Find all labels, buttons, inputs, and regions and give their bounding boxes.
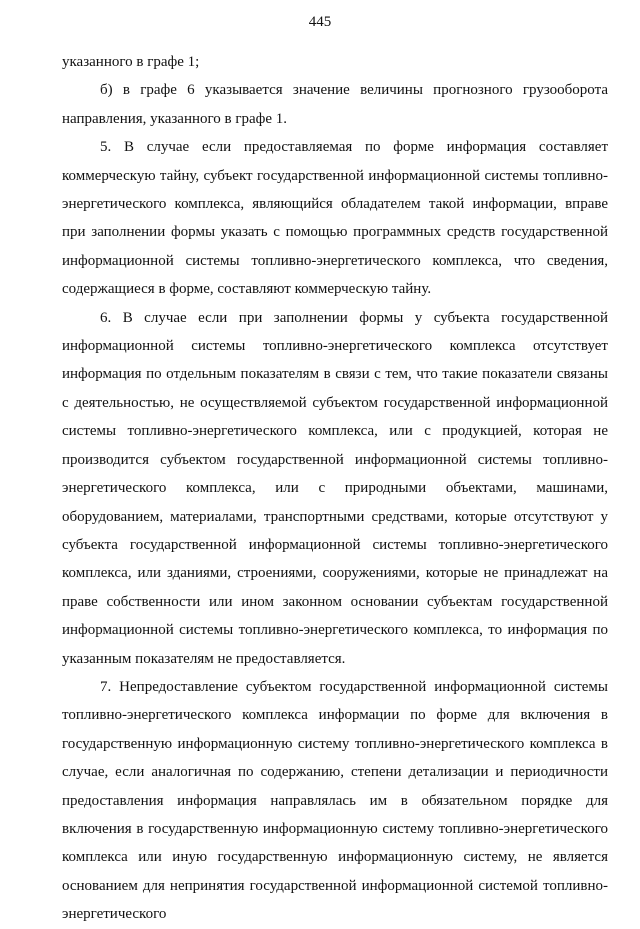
page-number: 445 xyxy=(308,14,332,30)
paragraph-5: 5. В случае если предоставляемая по форме информация составляет коммерческую тайну, субъект государственной информационной системы топливно-энергетического комплекса, являющийся обладателем такой информации, вправе при заполнении формы указать с помощью программных средств государственной информационной системы топливно-энергетического комплекса, что сведения, содержащиеся в форме, составляют коммерческую тайну. xyxy=(62,139,608,298)
paragraph-continuation: указанного в графе 1; xyxy=(62,54,200,70)
document-body xyxy=(62,48,608,929)
paragraph-item-b: б) в графе 6 указывается значение величины прогнозного грузооборота направления, указанного в графе 1. xyxy=(62,82,608,127)
paragraph-7: 7. Непредоставление субъектом государственной информационной системы топливно-энергетического комплекса информации по форме для включения в государственную информационную систему топливно-энергетического комплекса в случае, если аналогичная по содержанию, степени детализации и периодичности предоставления информация направлялась им в обязательном порядке для включения в государственную информационную систему топливно-энергетического комплекса или иную государственную информационную систему, не является основанием для непринятия государственной информационной системой топливно-энергетического xyxy=(62,678,608,923)
paragraph-6: 6. В случае если при заполнении формы у субъекта государственной информационной системы топливно-энергетического комплекса отсутствует информация по отдельным показателям в связи с тем, что такие показатели связаны с деятельностью, не осуществляемой субъектом государственной информационной системы топливно-энергетического комплекса, или с продукцией, которая не производится субъектом государственной информационной системы топливно-энергетического комплекса, или с природными объектами, машинами, оборудованием, материалами, транспортными средствами, которые отсутствуют у субъекта государственной информационной системы топливно-энергетического комплекса, или зданиями, строениями, сооружениями, которые не принадлежат на праве собственности или ином законном основании субъектам государственной информационной системы топливно-энергетического комплекса, то информация по указанным показателям не предоставляется. xyxy=(62,309,608,667)
